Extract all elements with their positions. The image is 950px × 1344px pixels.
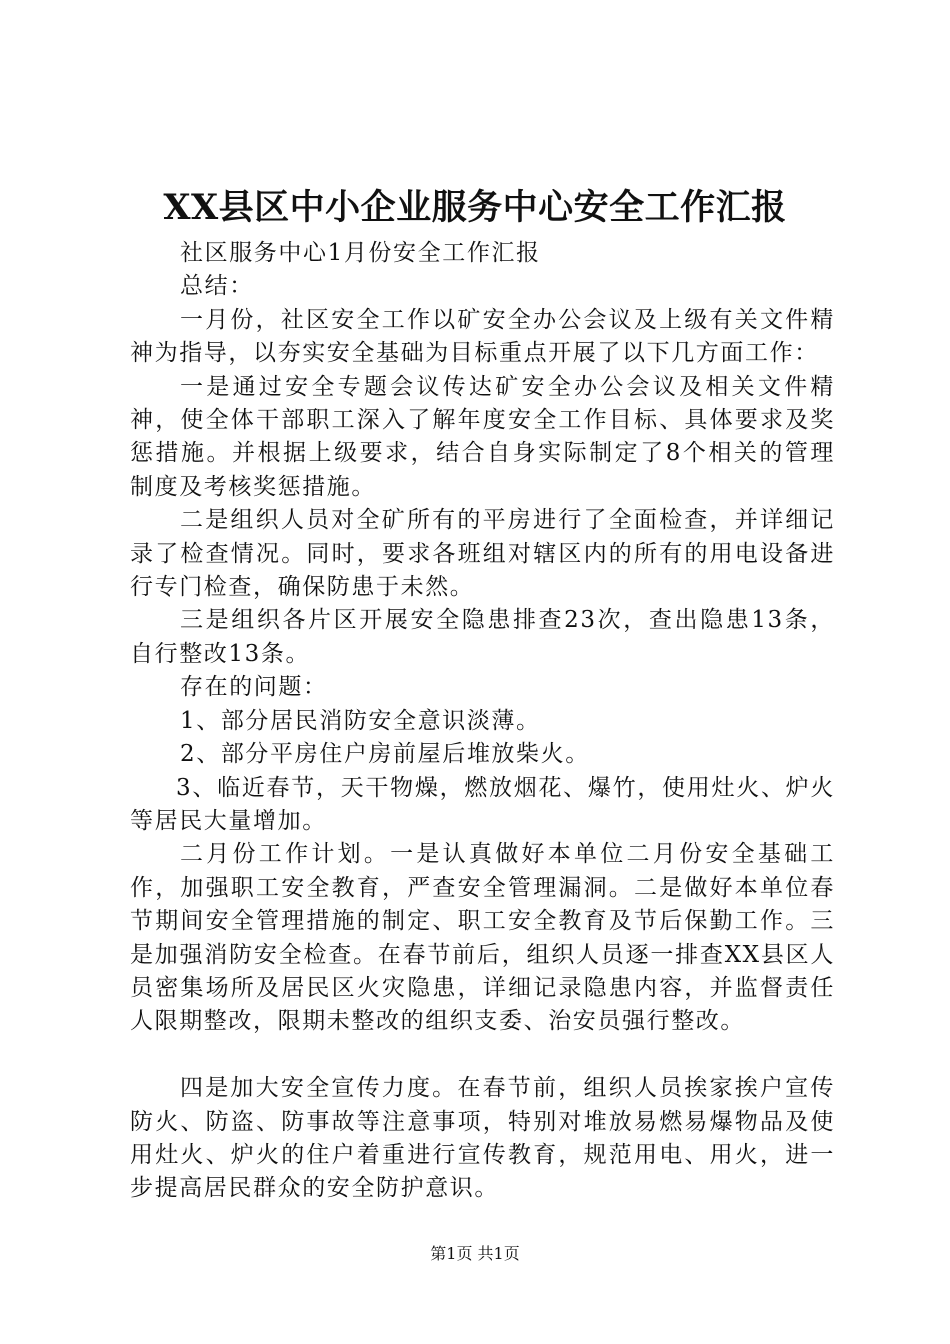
paragraph-item-three: 三是组织各片区开展安全隐患排查23次，查出隐患13条，自行整改13条。 <box>130 607 835 667</box>
paragraph-item-four: 四是加大安全宣传力度。在春节前，组织人员挨家挨户宣传防火、防盗、防事故等注意事项，特别对堆放易燃易爆物品及使用灶火、炉火的住户着重进行宣传教育，规范用电、用火，进一步提高居民群众的安全防护意识。 <box>130 1075 835 1202</box>
paragraph-problems-heading: 存在的问题： <box>180 674 328 701</box>
document-body <box>130 237 835 1206</box>
paragraph-item-two: 二是组织人员对全矿所有的平房进行了全面检查，并详细记录了检查情况。同时，要求各班组对辖区内的所有的用电设备进行专门检查，确保防患于未然。 <box>130 507 835 601</box>
paragraph-summary-heading: 总结： <box>180 273 254 300</box>
paragraph-february-plan: 二月份工作计划。一是认真做好本单位二月份安全基础工作，加强职工安全教育，严查安全管理漏洞。二是做好本单位春节期间安全管理措施的制定、职工安全教育及节后保勤工作。三是加强消防安全检查。在春节前后，组织人员逐一排查XX县区人员密集场所及居民区火灾隐患，详细记录隐患内容，并监督责任人限期整改，限期未整改的组织支委、治安员强行整改。 <box>130 841 835 1035</box>
paragraph-january-intro: 一月份，社区安全工作以矿安全办公会议及上级有关文件精神为指导，以夯实安全基础为目标重点开展了以下几方面工作： <box>130 306 835 367</box>
paragraph-subtitle: 社区服务中心1月份安全工作汇报 <box>180 240 541 266</box>
paragraph-problem-3: 3、临近春节，天干物燥，燃放烟花、爆竹，使用灶火、炉火等居民大量增加。 <box>130 774 835 834</box>
paragraph-problem-1: 1、部分居民消防安全意识淡薄。 <box>180 707 541 734</box>
paragraph-spacer <box>130 1039 835 1072</box>
paragraph-problem-2: 2、部分平房住户房前屋后堆放柴火。 <box>180 741 590 768</box>
document-title: XX县区中小企业服务中心安全工作汇报 <box>163 187 787 228</box>
page-footer: 第1页 共1页 <box>430 1244 520 1263</box>
paragraph-item-one: 一是通过安全专题会议传达矿安全办公会议及相关文件精神，使全体干部职工深入了解年度安全工作目标、具体要求及奖惩措施。并根据上级要求，结合自身实际制定了8个相关的管理制度及考核奖惩措施。 <box>130 373 835 500</box>
